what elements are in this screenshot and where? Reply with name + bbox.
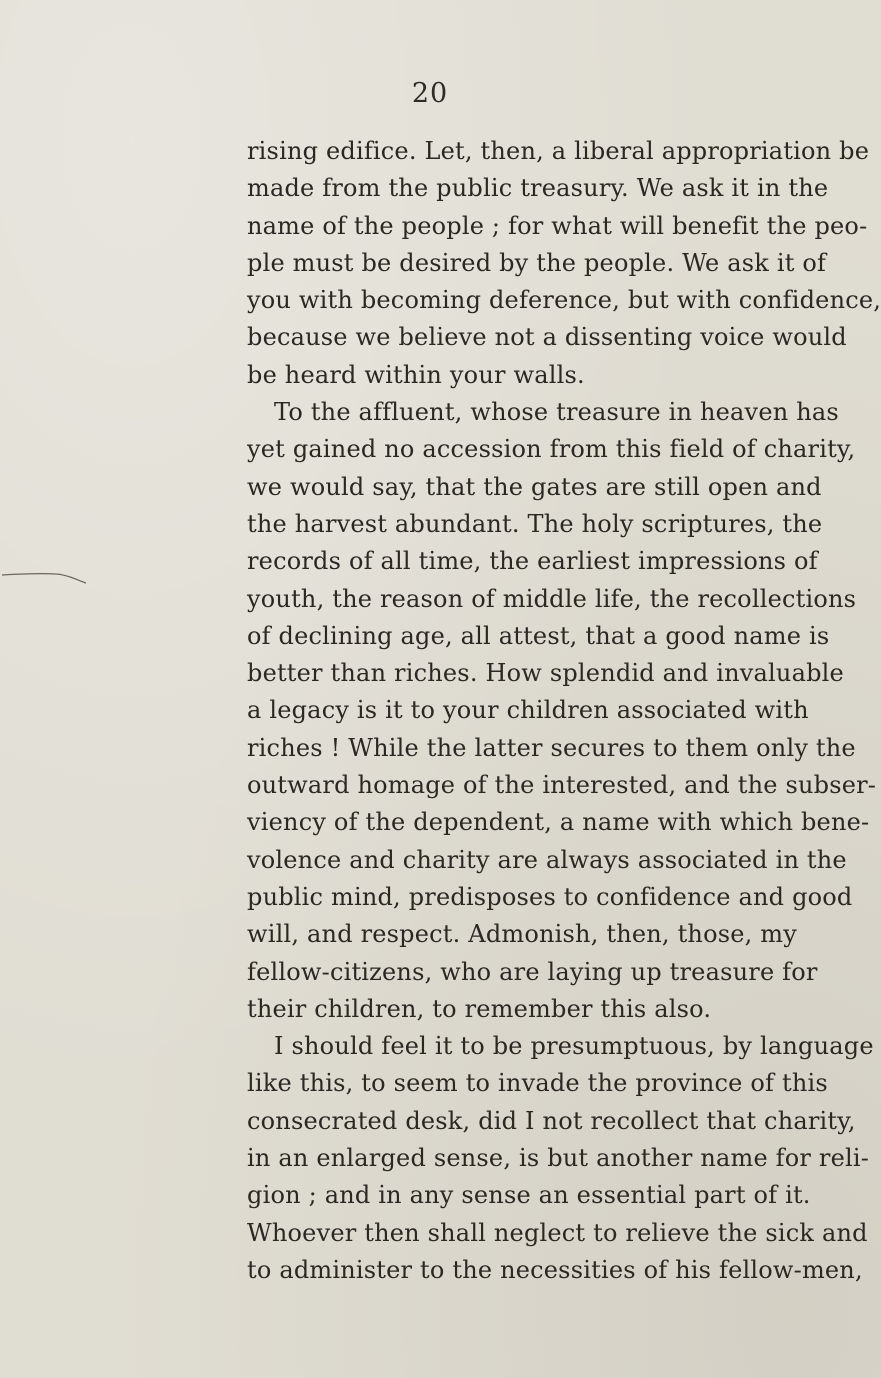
- text-line: their children, to remember this also.: [247, 994, 712, 1023]
- text-line: like this, to seem to invade the province of this: [247, 1069, 828, 1098]
- text-line: will, and respect. Admonish, then, those, my: [247, 920, 798, 949]
- text-line: Whoever then shall neglect to relieve the sick and: [247, 1218, 868, 1247]
- text-line: in an enlarged sense, is but another name for reli-: [247, 1144, 870, 1173]
- text-line: name of the people ; for what will benefit the peo-: [247, 211, 868, 240]
- page-number: 20: [411, 78, 449, 109]
- text-line: To the affluent, whose treasure in heaven has: [274, 398, 839, 427]
- text-line: of declining age, all attest, that a good name is: [247, 621, 830, 650]
- text-line: records of all time, the earliest impressions of: [247, 547, 818, 576]
- text-line: public mind, predisposes to confidence and good: [247, 882, 853, 911]
- text-line: rising edifice. Let, then, a liberal appropriation be: [247, 137, 870, 165]
- text-line: viency of the dependent, a name with which bene-: [247, 808, 870, 837]
- text-line: consecrated desk, did I not recollect that charity,: [247, 1106, 856, 1135]
- text-line: the harvest abundant. The holy scriptures, the: [247, 509, 823, 538]
- text-line: a legacy is it to your children associated with: [247, 696, 809, 725]
- text-line: because we believe not a dissenting voice would: [247, 323, 847, 352]
- body-text: [247, 133, 881, 1289]
- text-line: made from the public treasury. We ask it in the: [247, 174, 829, 203]
- text-line: outward homage of the interested, and the subser-: [247, 771, 877, 800]
- text-line: riches ! While the latter secures to them only the: [247, 733, 856, 762]
- text-line: to administer to the necessities of his fellow-men,: [247, 1255, 863, 1284]
- text-line: ple must be desired by the people. We ask it of: [247, 248, 827, 277]
- margin-pencil-mark: [0, 564, 90, 584]
- text-line: you with becoming deference, but with confidence,: [247, 286, 881, 315]
- text-line: be heard within your walls.: [247, 360, 585, 389]
- text-line: yet gained no accession from this field of charity,: [247, 435, 856, 464]
- text-line: I should feel it to be presumptuous, by language: [274, 1032, 874, 1061]
- text-line: youth, the reason of middle life, the recollections: [247, 584, 857, 613]
- text-line: volence and charity are always associated in the: [247, 845, 847, 874]
- text-line: we would say, that the gates are still open and: [247, 472, 822, 501]
- text-line: better than riches. How splendid and invaluable: [247, 659, 844, 688]
- text-line: gion ; and in any sense an essential part of it.: [247, 1181, 811, 1210]
- text-line: fellow-citizens, who are laying up treasure for: [247, 957, 818, 986]
